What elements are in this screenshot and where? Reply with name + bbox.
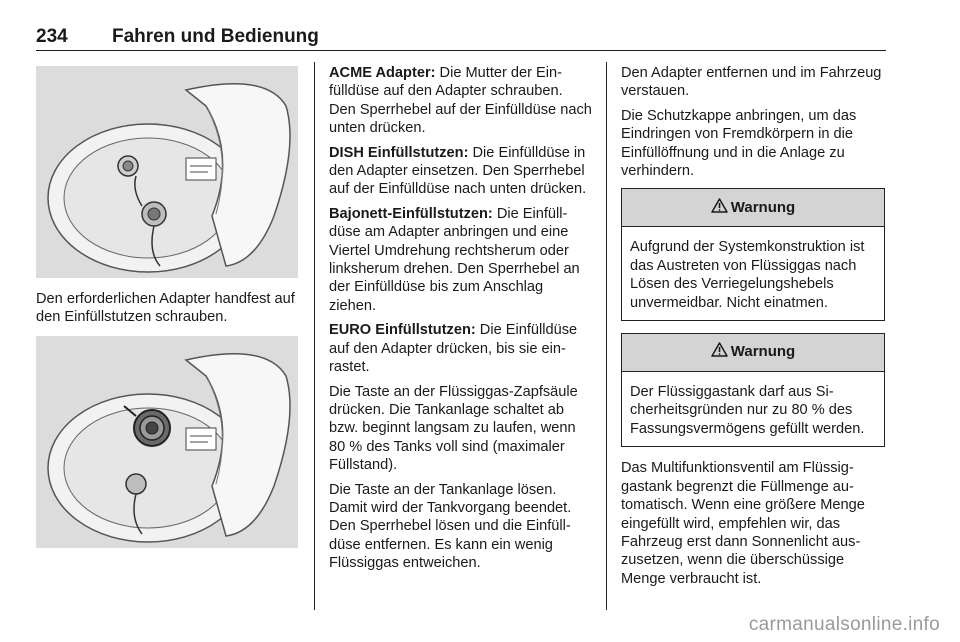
paragraph-multifunction-valve: Das Multifunktionsventil am Flüssiggastank begrenzt die Füllmenge automatisch. Wenn eine größere Menge eingefüllt wird, empfehlen wir, das Fahrzeug erst dann Sonnenlicht auszusetzen, wenn die überschüssige Menge verbraucht ist. (621, 460, 865, 587)
warning-triangle-icon (711, 198, 728, 218)
column-divider-1 (314, 62, 315, 610)
paragraph-release-button: Die Taste an der Tankanlage lösen. Damit wird der Tankvorgang beendet. Den Sperrhebel lösen und die Einfülldüse entfernen. Es kann ein wenig Flüssiggas entweichen. (329, 481, 572, 572)
warning-title: Warnung (730, 343, 796, 361)
paragraph-bajonett: Bajonett-Einfüllstutzen: Die Einfülldüse am Adapter anbringen und eine Viertel Umdrehung rechtsherum oder linksherum drehen. Den Sperrhebel an der Einfülldüse bis zum Anschlag ziehen. (329, 205, 580, 314)
middle-column (329, 64, 593, 579)
paragraph-press-button: Die Taste an der Flüssiggas-Zapfsäule drücken. Die Tankanlage schaltet ab bzw. beginnt langsam zu laufen, wenn 80 % des Tanks voll sind (maximaler Füllstand). (329, 383, 578, 474)
paragraph-euro: EURO Einfüllstutzen: Die Einfülldüse auf den Adapter drücken, bis sie einrastet. (329, 322, 578, 376)
paragraph-dish: DISH Einfüllstutzen: Die Einfülldüse in den Adapter einsetzen. Den Sperrhebel auf der Einfülldüse nach unten drücken. (329, 144, 587, 198)
figure-caption: Den erforderlichen Adapter handfest auf den Einfüllstutzen schrauben. (36, 291, 295, 326)
page-header (36, 24, 886, 51)
paragraph-remove-adapter: Den Adapter entfernen und im Fahrzeug verstauen. (621, 65, 882, 100)
warning-header (622, 334, 884, 372)
fuel-flap-illustration-1 (36, 66, 298, 278)
warning-text: Der Flüssiggastank darf aus Sicherheitsgründen nur zu 80 % des Fassungsvermögens gefüllt werden. (630, 384, 865, 437)
right-column (621, 64, 885, 594)
column-divider-2 (606, 62, 607, 610)
paragraph-protective-cap: Die Schutzkappe anbringen, um das Eindringen von Fremdkörpern in die Einfüllöffnung und in die Anlage zu verhindern. (621, 107, 857, 180)
watermark: carmanualsonline.info (748, 614, 940, 635)
warning-header (622, 189, 884, 227)
warning-text: Aufgrund der Systemkonstruktion ist das Austreten von Flüssiggas nach Lösen des Verriegelungshebels unvermeidbar. Nicht einatmen. (630, 239, 865, 311)
page-title: Fahren und Bedienung (112, 26, 319, 47)
warning-box-2 (621, 333, 885, 447)
warning-title: Warnung (730, 198, 796, 216)
warning-triangle-icon (711, 342, 728, 362)
page-number: 234 (36, 26, 68, 47)
fuel-flap-illustration-2 (36, 336, 298, 548)
warning-box-1 (621, 188, 885, 321)
paragraph-acme: ACME Adapter: Die Mutter der Einfülldüse auf den Adapter schrauben. Den Sperrhebel auf der Einfülldüse nach unten drücken. (329, 65, 592, 137)
